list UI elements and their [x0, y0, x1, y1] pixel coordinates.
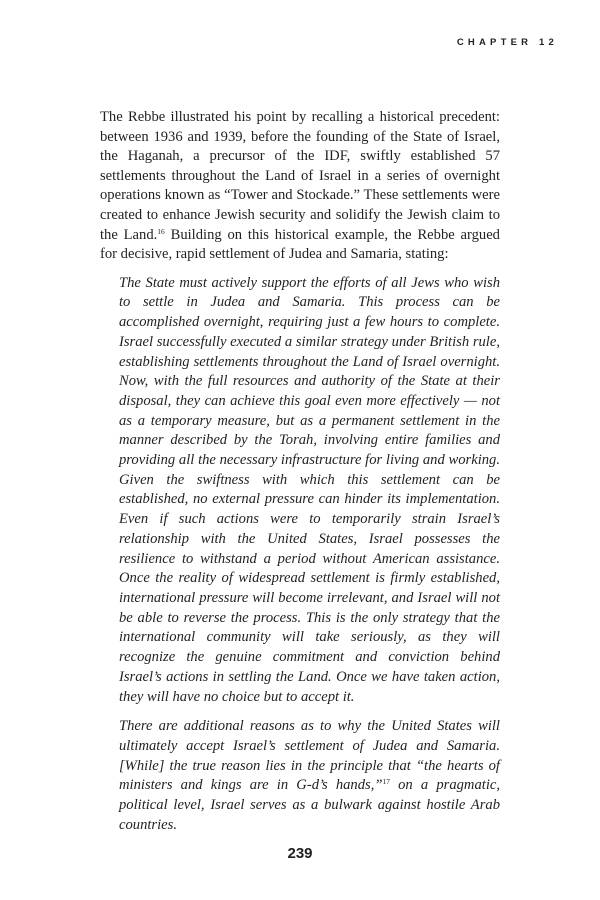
page-number: 239 [287, 845, 313, 862]
intro-paragraph [100, 108, 500, 265]
block-quote-1: The State must actively support the efforts of all Jews who wish to settle in Judea and Samaria. This process can be accomplished overnight, requiring just a few hours to complete. Israel successfully executed a similar strategy under British rule, establishing settlements throughout the Land of Israel overnight. Now, with the full resources and authority of the State at their disposal, they can achieve this goal even more effectively — not as a temporary measure, but as a permanent settlement in the manner described by the Torah, involving entire families and providing all the necessary infrastructure for living and working. Given the swiftness with which this settlement can be established, no external pressure can hinder its implementation. Even if such actions were to temporarily strain Israel’s relationship with the United States, Israel possesses the resilience to withstand a period without American assistance. Once the reality of widespread settlement is firmly established, international pressure will become irrelevant, and Israel will not be able to reverse the process. This is the only strategy that the international community will take seriously, as they will recognize the genuine commitment and conviction behind Israel’s actions in settling the Land. Once we have taken action, they will have no choice but to accept it. [119, 274, 500, 705]
intro-text-part-1: The Rebbe illustrated his point by recalling a historical precedent: between 1936 and 1939, before the founding of the State of Israel, the Haganah, a precursor of the IDF, swiftly established 57 settlements throughout the Land of Israel in a series of overnight operations known as “Tower and Stockade.” These settlements were created to enhance Jewish security and solidify the Jewish claim to the Land. [100, 109, 500, 243]
body-text [100, 108, 500, 835]
running-head: CHAPTER 12 [456, 37, 558, 48]
intro-text-part-2: Building on this historical example, the Rebbe argued for decisive, rapid settlement of Judea and Samaria, stating: [100, 226, 500, 263]
footnote-ref-17[interactable]: 17 [382, 777, 390, 787]
quote-2-text-part-1: There are additional reasons as to why the United States will ultimately accept Israel’s settlement of Judea and Samaria. [While] the true reason lies in the principle that “the hearts of ministers and kings are in G-d’s hands,” [119, 718, 500, 794]
footnote-ref-16[interactable]: 16 [157, 226, 165, 236]
quote-2-text-part-2: on a pragmatic, political level, Israel serves as a bulwark against hostile Arab countries. [119, 777, 500, 833]
block-quote-2 [119, 717, 500, 835]
